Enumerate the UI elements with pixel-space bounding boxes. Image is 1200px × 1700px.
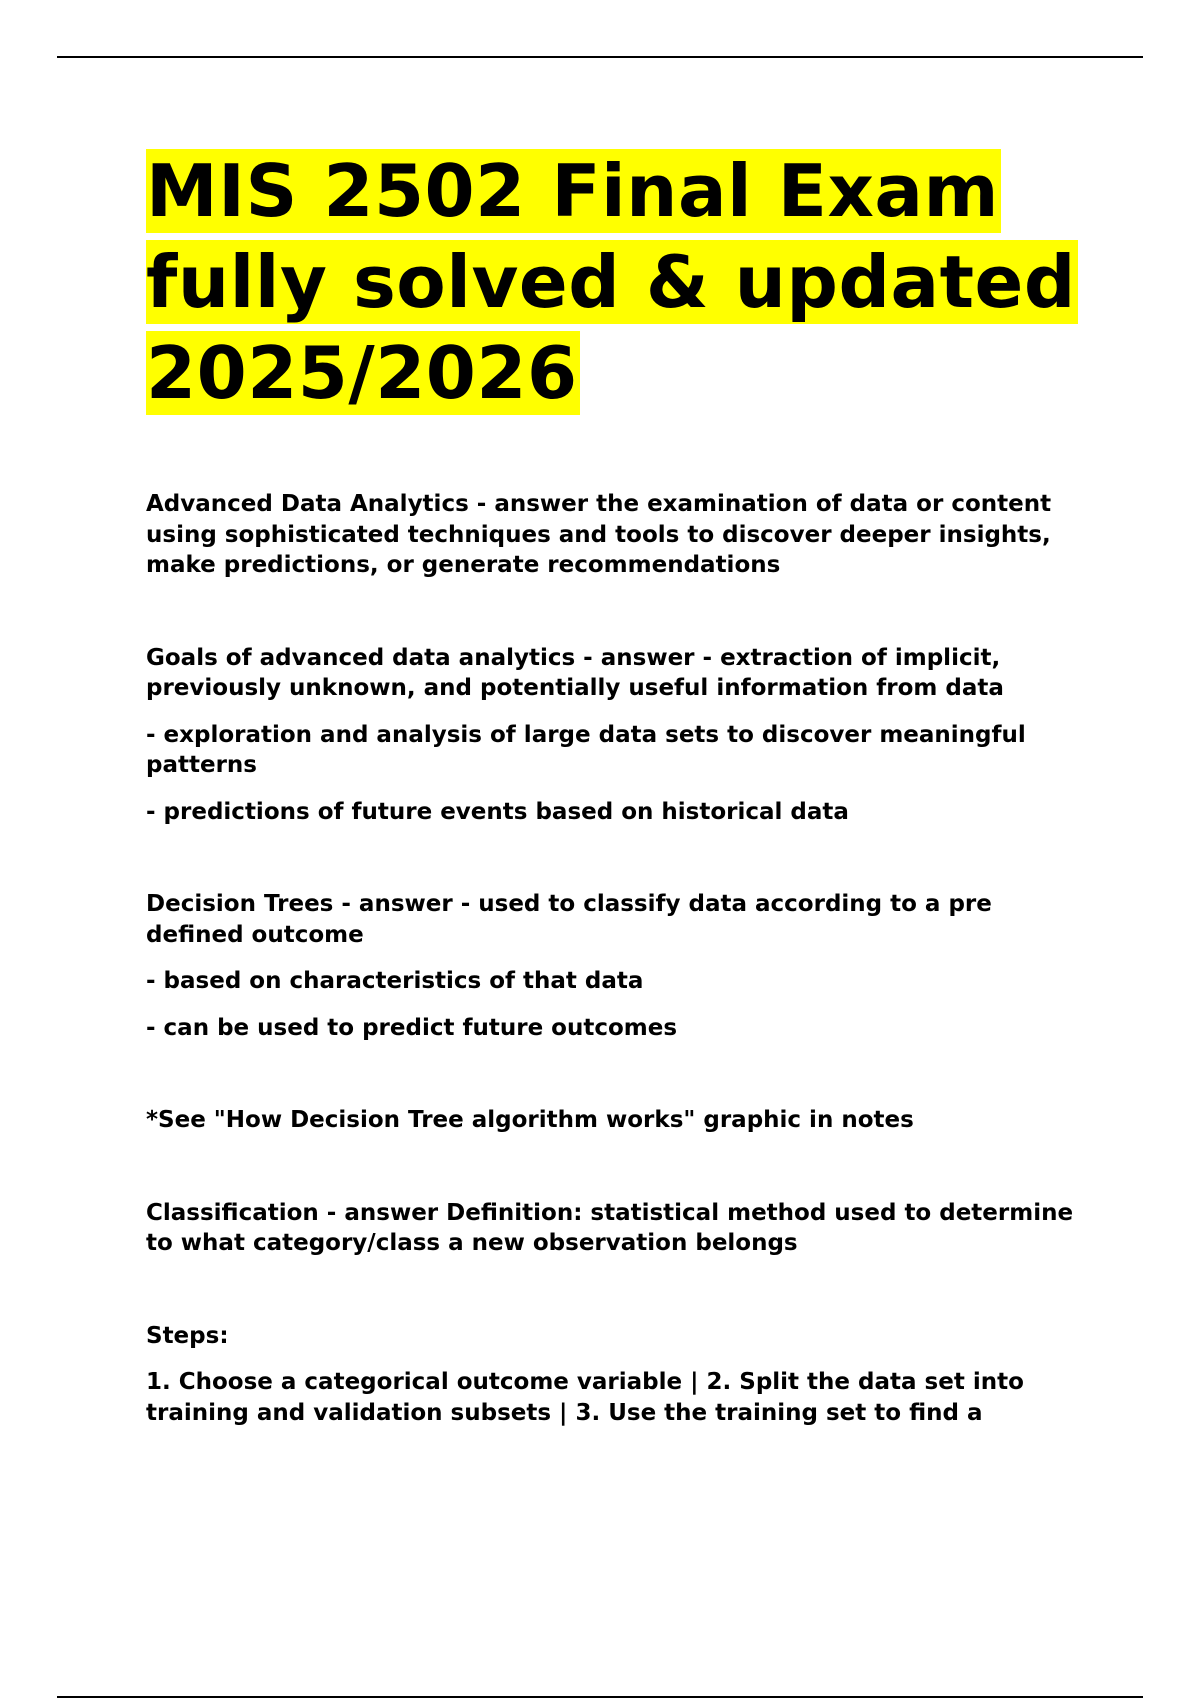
- paragraph-goals-item-1: - exploration and analysis of large data sets to discover meaningful patterns: [146, 721, 1026, 778]
- title-line-2: fully solved & updated: [146, 240, 1076, 324]
- header-rule: [57, 56, 1143, 58]
- paragraph-classification: Classification - answer Definition: statistical method used to determine to what category/class a new observation belongs: [146, 1199, 1074, 1256]
- paragraph-decision-trees-item-2: - can be used to predict future outcomes: [146, 1014, 678, 1041]
- paragraph-goals-item-2: - predictions of future events based on historical data: [146, 798, 849, 825]
- title-line-1: MIS 2502 Final Exam: [146, 149, 1000, 233]
- title-line-3: 2025/2026: [146, 331, 578, 415]
- paragraph-steps-heading: Steps:: [146, 1322, 229, 1349]
- paragraph-goals-intro: Goals of advanced data analytics - answer - extraction of implicit, previously unknown, and potentially useful information from data: [146, 644, 1004, 701]
- paragraph-steps-text: 1. Choose a categorical outcome variable | 2. Split the data set into training and validation subsets | 3. Use the training set to find a: [146, 1369, 1024, 1426]
- paragraph-decision-trees-intro: Decision Trees - answer - used to classify data according to a pre defined outcome: [146, 891, 992, 948]
- document-body: [146, 146, 1096, 1428]
- footer-rule: [57, 1696, 1143, 1698]
- paragraph-advanced-data-analytics: Advanced Data Analytics - answer the examination of data or content using sophisticated techniques and tools to discover deeper insights, make predictions, or generate recommendations: [146, 491, 1052, 578]
- paragraph-see-note: *See "How Decision Tree algorithm works" graphic in notes: [146, 1107, 914, 1133]
- document-title: [146, 146, 1096, 419]
- paragraph-decision-trees-item-1: - based on characteristics of that data: [146, 968, 644, 994]
